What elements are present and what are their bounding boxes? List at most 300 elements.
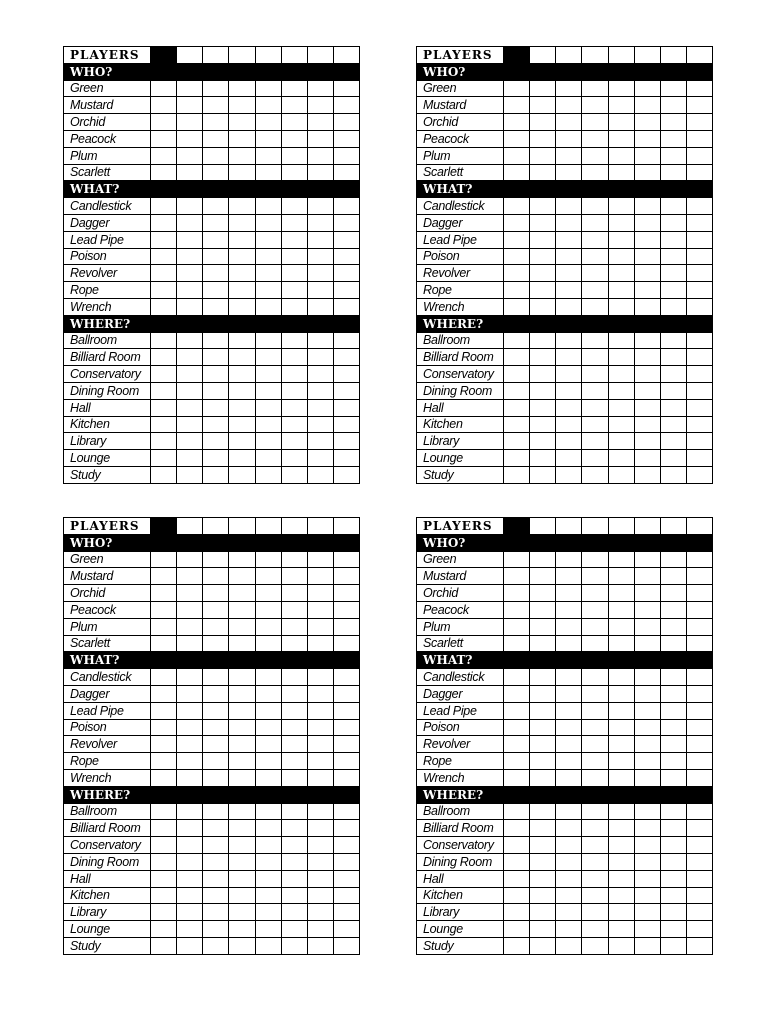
checkbox-cell[interactable] <box>582 921 608 938</box>
checkbox-cell[interactable] <box>556 130 582 147</box>
checkbox-cell[interactable] <box>530 736 556 753</box>
checkbox-cell[interactable] <box>151 904 177 921</box>
checkbox-cell[interactable] <box>608 114 634 131</box>
checkbox-cell[interactable] <box>686 685 712 702</box>
checkbox-cell[interactable] <box>307 416 333 433</box>
checkbox-cell[interactable] <box>307 164 333 181</box>
checkbox-cell[interactable] <box>530 97 556 114</box>
checkbox-cell[interactable] <box>203 719 229 736</box>
checkbox-cell[interactable] <box>582 669 608 686</box>
checkbox-cell[interactable] <box>556 382 582 399</box>
checkbox-cell[interactable] <box>151 870 177 887</box>
checkbox-cell[interactable] <box>307 736 333 753</box>
checkbox-cell[interactable] <box>203 904 229 921</box>
checkbox-cell[interactable] <box>229 366 255 383</box>
checkbox-cell[interactable] <box>203 97 229 114</box>
checkbox-cell[interactable] <box>686 702 712 719</box>
checkbox-cell[interactable] <box>255 669 281 686</box>
checkbox-cell[interactable] <box>177 416 203 433</box>
checkbox-cell[interactable] <box>556 887 582 904</box>
checkbox-cell[interactable] <box>530 669 556 686</box>
checkbox-cell[interactable] <box>608 635 634 652</box>
checkbox-cell[interactable] <box>229 937 255 954</box>
checkbox-cell[interactable] <box>151 685 177 702</box>
checkbox-cell[interactable] <box>530 147 556 164</box>
checkbox-cell[interactable] <box>686 349 712 366</box>
checkbox-cell[interactable] <box>229 80 255 97</box>
checkbox-cell[interactable] <box>203 870 229 887</box>
checkbox-cell[interactable] <box>229 332 255 349</box>
checkbox-cell[interactable] <box>686 585 712 602</box>
checkbox-cell[interactable] <box>333 769 359 786</box>
checkbox-cell[interactable] <box>608 719 634 736</box>
checkbox-cell[interactable] <box>229 904 255 921</box>
checkbox-cell[interactable] <box>203 736 229 753</box>
checkbox-cell[interactable] <box>151 753 177 770</box>
checkbox-cell[interactable] <box>608 820 634 837</box>
checkbox-cell[interactable] <box>177 97 203 114</box>
checkbox-cell[interactable] <box>229 702 255 719</box>
checkbox-cell[interactable] <box>660 433 686 450</box>
checkbox-cell[interactable] <box>333 214 359 231</box>
checkbox-cell[interactable] <box>281 904 307 921</box>
checkbox-cell[interactable] <box>255 618 281 635</box>
checkbox-cell[interactable] <box>281 248 307 265</box>
checkbox-cell[interactable] <box>686 719 712 736</box>
checkbox-cell[interactable] <box>582 382 608 399</box>
checkbox-cell[interactable] <box>556 80 582 97</box>
checkbox-cell[interactable] <box>660 853 686 870</box>
checkbox-cell[interactable] <box>151 114 177 131</box>
checkbox-cell[interactable] <box>634 904 660 921</box>
checkbox-cell[interactable] <box>634 853 660 870</box>
checkbox-cell[interactable] <box>582 904 608 921</box>
checkbox-cell[interactable] <box>608 214 634 231</box>
checkbox-cell[interactable] <box>556 585 582 602</box>
checkbox-cell[interactable] <box>307 349 333 366</box>
checkbox-cell[interactable] <box>255 702 281 719</box>
checkbox-cell[interactable] <box>504 450 530 467</box>
checkbox-cell[interactable] <box>203 265 229 282</box>
checkbox-cell[interactable] <box>333 164 359 181</box>
checkbox-cell[interactable] <box>333 937 359 954</box>
checkbox-cell[interactable] <box>333 265 359 282</box>
checkbox-cell[interactable] <box>582 399 608 416</box>
checkbox-cell[interactable] <box>686 164 712 181</box>
checkbox-cell[interactable] <box>634 366 660 383</box>
checkbox-cell[interactable] <box>229 601 255 618</box>
checkbox-cell[interactable] <box>608 282 634 299</box>
checkbox-cell[interactable] <box>333 685 359 702</box>
checkbox-cell[interactable] <box>307 635 333 652</box>
checkbox-cell[interactable] <box>333 870 359 887</box>
checkbox-cell[interactable] <box>608 231 634 248</box>
checkbox-cell[interactable] <box>504 837 530 854</box>
checkbox-cell[interactable] <box>686 466 712 483</box>
checkbox-cell[interactable] <box>530 937 556 954</box>
checkbox-cell[interactable] <box>281 719 307 736</box>
checkbox-cell[interactable] <box>634 298 660 315</box>
checkbox-cell[interactable] <box>203 282 229 299</box>
checkbox-cell[interactable] <box>203 568 229 585</box>
checkbox-cell[interactable] <box>229 853 255 870</box>
checkbox-cell[interactable] <box>255 349 281 366</box>
checkbox-cell[interactable] <box>686 231 712 248</box>
checkbox-cell[interactable] <box>333 904 359 921</box>
checkbox-cell[interactable] <box>504 635 530 652</box>
checkbox-cell[interactable] <box>333 399 359 416</box>
checkbox-cell[interactable] <box>556 433 582 450</box>
checkbox-cell[interactable] <box>255 887 281 904</box>
checkbox-cell[interactable] <box>504 685 530 702</box>
checkbox-cell[interactable] <box>582 416 608 433</box>
checkbox-cell[interactable] <box>255 803 281 820</box>
checkbox-cell[interactable] <box>151 214 177 231</box>
checkbox-cell[interactable] <box>582 870 608 887</box>
checkbox-cell[interactable] <box>333 803 359 820</box>
checkbox-cell[interactable] <box>504 753 530 770</box>
player-name-cell[interactable] <box>686 518 712 535</box>
player-name-cell[interactable] <box>686 47 712 64</box>
checkbox-cell[interactable] <box>504 803 530 820</box>
checkbox-cell[interactable] <box>504 248 530 265</box>
checkbox-cell[interactable] <box>634 551 660 568</box>
checkbox-cell[interactable] <box>582 585 608 602</box>
checkbox-cell[interactable] <box>255 685 281 702</box>
checkbox-cell[interactable] <box>229 736 255 753</box>
checkbox-cell[interactable] <box>307 618 333 635</box>
checkbox-cell[interactable] <box>530 585 556 602</box>
checkbox-cell[interactable] <box>177 736 203 753</box>
checkbox-cell[interactable] <box>255 719 281 736</box>
checkbox-cell[interactable] <box>281 366 307 383</box>
checkbox-cell[interactable] <box>582 349 608 366</box>
checkbox-cell[interactable] <box>556 837 582 854</box>
checkbox-cell[interactable] <box>556 198 582 215</box>
player-name-cell[interactable] <box>177 518 203 535</box>
checkbox-cell[interactable] <box>151 466 177 483</box>
checkbox-cell[interactable] <box>151 231 177 248</box>
checkbox-cell[interactable] <box>530 635 556 652</box>
checkbox-cell[interactable] <box>504 585 530 602</box>
checkbox-cell[interactable] <box>582 214 608 231</box>
checkbox-cell[interactable] <box>634 820 660 837</box>
checkbox-cell[interactable] <box>530 870 556 887</box>
checkbox-cell[interactable] <box>556 332 582 349</box>
checkbox-cell[interactable] <box>151 366 177 383</box>
checkbox-cell[interactable] <box>582 769 608 786</box>
checkbox-cell[interactable] <box>608 685 634 702</box>
checkbox-cell[interactable] <box>281 450 307 467</box>
checkbox-cell[interactable] <box>686 551 712 568</box>
checkbox-cell[interactable] <box>608 568 634 585</box>
checkbox-cell[interactable] <box>530 551 556 568</box>
checkbox-cell[interactable] <box>686 669 712 686</box>
checkbox-cell[interactable] <box>281 635 307 652</box>
checkbox-cell[interactable] <box>582 837 608 854</box>
checkbox-cell[interactable] <box>177 332 203 349</box>
checkbox-cell[interactable] <box>281 685 307 702</box>
checkbox-cell[interactable] <box>556 265 582 282</box>
checkbox-cell[interactable] <box>504 769 530 786</box>
checkbox-cell[interactable] <box>504 198 530 215</box>
checkbox-cell[interactable] <box>608 937 634 954</box>
checkbox-cell[interactable] <box>229 265 255 282</box>
checkbox-cell[interactable] <box>530 904 556 921</box>
checkbox-cell[interactable] <box>307 248 333 265</box>
checkbox-cell[interactable] <box>281 282 307 299</box>
checkbox-cell[interactable] <box>281 669 307 686</box>
checkbox-cell[interactable] <box>608 164 634 181</box>
checkbox-cell[interactable] <box>281 433 307 450</box>
checkbox-cell[interactable] <box>203 399 229 416</box>
checkbox-cell[interactable] <box>634 97 660 114</box>
checkbox-cell[interactable] <box>504 114 530 131</box>
checkbox-cell[interactable] <box>333 466 359 483</box>
checkbox-cell[interactable] <box>281 382 307 399</box>
checkbox-cell[interactable] <box>530 466 556 483</box>
checkbox-cell[interactable] <box>307 769 333 786</box>
checkbox-cell[interactable] <box>660 921 686 938</box>
checkbox-cell[interactable] <box>203 669 229 686</box>
player-name-cell[interactable] <box>333 518 359 535</box>
checkbox-cell[interactable] <box>229 685 255 702</box>
player-name-cell[interactable] <box>255 47 281 64</box>
player-name-cell[interactable] <box>608 47 634 64</box>
checkbox-cell[interactable] <box>556 853 582 870</box>
checkbox-cell[interactable] <box>686 820 712 837</box>
checkbox-cell[interactable] <box>660 702 686 719</box>
checkbox-cell[interactable] <box>229 837 255 854</box>
checkbox-cell[interactable] <box>686 635 712 652</box>
checkbox-cell[interactable] <box>333 147 359 164</box>
checkbox-cell[interactable] <box>281 736 307 753</box>
checkbox-cell[interactable] <box>307 198 333 215</box>
checkbox-cell[interactable] <box>504 130 530 147</box>
checkbox-cell[interactable] <box>255 870 281 887</box>
checkbox-cell[interactable] <box>307 298 333 315</box>
player-name-cell[interactable] <box>634 47 660 64</box>
checkbox-cell[interactable] <box>530 921 556 938</box>
checkbox-cell[interactable] <box>151 887 177 904</box>
checkbox-cell[interactable] <box>307 753 333 770</box>
checkbox-cell[interactable] <box>255 382 281 399</box>
checkbox-cell[interactable] <box>229 282 255 299</box>
checkbox-cell[interactable] <box>229 618 255 635</box>
checkbox-cell[interactable] <box>255 298 281 315</box>
checkbox-cell[interactable] <box>530 130 556 147</box>
checkbox-cell[interactable] <box>255 416 281 433</box>
checkbox-cell[interactable] <box>530 265 556 282</box>
checkbox-cell[interactable] <box>582 332 608 349</box>
checkbox-cell[interactable] <box>608 921 634 938</box>
checkbox-cell[interactable] <box>634 214 660 231</box>
checkbox-cell[interactable] <box>229 870 255 887</box>
checkbox-cell[interactable] <box>151 450 177 467</box>
checkbox-cell[interactable] <box>255 147 281 164</box>
checkbox-cell[interactable] <box>634 769 660 786</box>
checkbox-cell[interactable] <box>281 551 307 568</box>
checkbox-cell[interactable] <box>582 450 608 467</box>
checkbox-cell[interactable] <box>151 601 177 618</box>
checkbox-cell[interactable] <box>530 382 556 399</box>
checkbox-cell[interactable] <box>634 164 660 181</box>
checkbox-cell[interactable] <box>530 433 556 450</box>
checkbox-cell[interactable] <box>556 870 582 887</box>
checkbox-cell[interactable] <box>281 618 307 635</box>
checkbox-cell[interactable] <box>307 214 333 231</box>
checkbox-cell[interactable] <box>556 702 582 719</box>
checkbox-cell[interactable] <box>660 685 686 702</box>
checkbox-cell[interactable] <box>151 399 177 416</box>
checkbox-cell[interactable] <box>151 298 177 315</box>
checkbox-cell[interactable] <box>660 820 686 837</box>
checkbox-cell[interactable] <box>556 601 582 618</box>
checkbox-cell[interactable] <box>504 870 530 887</box>
checkbox-cell[interactable] <box>608 433 634 450</box>
checkbox-cell[interactable] <box>203 366 229 383</box>
checkbox-cell[interactable] <box>686 853 712 870</box>
checkbox-cell[interactable] <box>333 568 359 585</box>
checkbox-cell[interactable] <box>203 450 229 467</box>
checkbox-cell[interactable] <box>530 769 556 786</box>
checkbox-cell[interactable] <box>333 130 359 147</box>
checkbox-cell[interactable] <box>229 635 255 652</box>
checkbox-cell[interactable] <box>177 466 203 483</box>
checkbox-cell[interactable] <box>530 399 556 416</box>
checkbox-cell[interactable] <box>686 248 712 265</box>
checkbox-cell[interactable] <box>608 130 634 147</box>
checkbox-cell[interactable] <box>307 702 333 719</box>
checkbox-cell[interactable] <box>177 904 203 921</box>
checkbox-cell[interactable] <box>255 568 281 585</box>
checkbox-cell[interactable] <box>203 887 229 904</box>
player-name-cell[interactable] <box>634 518 660 535</box>
checkbox-cell[interactable] <box>504 921 530 938</box>
player-name-cell[interactable] <box>203 518 229 535</box>
checkbox-cell[interactable] <box>333 719 359 736</box>
checkbox-cell[interactable] <box>660 382 686 399</box>
player-name-cell[interactable] <box>229 518 255 535</box>
checkbox-cell[interactable] <box>556 669 582 686</box>
checkbox-cell[interactable] <box>608 887 634 904</box>
checkbox-cell[interactable] <box>229 585 255 602</box>
checkbox-cell[interactable] <box>582 265 608 282</box>
checkbox-cell[interactable] <box>177 298 203 315</box>
checkbox-cell[interactable] <box>333 585 359 602</box>
checkbox-cell[interactable] <box>333 382 359 399</box>
checkbox-cell[interactable] <box>608 702 634 719</box>
checkbox-cell[interactable] <box>660 837 686 854</box>
checkbox-cell[interactable] <box>608 837 634 854</box>
checkbox-cell[interactable] <box>151 416 177 433</box>
checkbox-cell[interactable] <box>151 433 177 450</box>
checkbox-cell[interactable] <box>229 669 255 686</box>
checkbox-cell[interactable] <box>582 719 608 736</box>
checkbox-cell[interactable] <box>582 702 608 719</box>
checkbox-cell[interactable] <box>686 769 712 786</box>
checkbox-cell[interactable] <box>177 601 203 618</box>
checkbox-cell[interactable] <box>281 231 307 248</box>
checkbox-cell[interactable] <box>634 130 660 147</box>
checkbox-cell[interactable] <box>634 568 660 585</box>
checkbox-cell[interactable] <box>255 366 281 383</box>
checkbox-cell[interactable] <box>686 382 712 399</box>
player-name-cell[interactable] <box>530 518 556 535</box>
checkbox-cell[interactable] <box>307 585 333 602</box>
checkbox-cell[interactable] <box>177 803 203 820</box>
checkbox-cell[interactable] <box>307 265 333 282</box>
checkbox-cell[interactable] <box>229 147 255 164</box>
checkbox-cell[interactable] <box>307 937 333 954</box>
checkbox-cell[interactable] <box>634 349 660 366</box>
checkbox-cell[interactable] <box>333 601 359 618</box>
checkbox-cell[interactable] <box>151 130 177 147</box>
checkbox-cell[interactable] <box>504 551 530 568</box>
checkbox-cell[interactable] <box>634 937 660 954</box>
checkbox-cell[interactable] <box>660 231 686 248</box>
checkbox-cell[interactable] <box>660 803 686 820</box>
checkbox-cell[interactable] <box>686 601 712 618</box>
checkbox-cell[interactable] <box>634 635 660 652</box>
player-name-cell[interactable] <box>307 47 333 64</box>
checkbox-cell[interactable] <box>504 719 530 736</box>
checkbox-cell[interactable] <box>307 399 333 416</box>
checkbox-cell[interactable] <box>634 433 660 450</box>
checkbox-cell[interactable] <box>255 551 281 568</box>
checkbox-cell[interactable] <box>307 551 333 568</box>
checkbox-cell[interactable] <box>255 248 281 265</box>
checkbox-cell[interactable] <box>582 282 608 299</box>
checkbox-cell[interactable] <box>660 769 686 786</box>
checkbox-cell[interactable] <box>686 97 712 114</box>
checkbox-cell[interactable] <box>504 214 530 231</box>
checkbox-cell[interactable] <box>660 753 686 770</box>
checkbox-cell[interactable] <box>634 585 660 602</box>
checkbox-cell[interactable] <box>582 887 608 904</box>
checkbox-cell[interactable] <box>634 887 660 904</box>
checkbox-cell[interactable] <box>608 382 634 399</box>
checkbox-cell[interactable] <box>255 937 281 954</box>
checkbox-cell[interactable] <box>281 164 307 181</box>
checkbox-cell[interactable] <box>307 870 333 887</box>
checkbox-cell[interactable] <box>203 618 229 635</box>
checkbox-cell[interactable] <box>281 349 307 366</box>
checkbox-cell[interactable] <box>608 601 634 618</box>
checkbox-cell[interactable] <box>281 416 307 433</box>
checkbox-cell[interactable] <box>504 231 530 248</box>
checkbox-cell[interactable] <box>229 568 255 585</box>
checkbox-cell[interactable] <box>203 921 229 938</box>
checkbox-cell[interactable] <box>556 820 582 837</box>
checkbox-cell[interactable] <box>177 702 203 719</box>
checkbox-cell[interactable] <box>203 433 229 450</box>
checkbox-cell[interactable] <box>582 366 608 383</box>
checkbox-cell[interactable] <box>307 366 333 383</box>
checkbox-cell[interactable] <box>504 97 530 114</box>
checkbox-cell[interactable] <box>686 332 712 349</box>
checkbox-cell[interactable] <box>660 719 686 736</box>
checkbox-cell[interactable] <box>556 231 582 248</box>
checkbox-cell[interactable] <box>530 853 556 870</box>
checkbox-cell[interactable] <box>177 198 203 215</box>
checkbox-cell[interactable] <box>686 904 712 921</box>
checkbox-cell[interactable] <box>686 282 712 299</box>
checkbox-cell[interactable] <box>686 198 712 215</box>
player-name-cell[interactable] <box>556 47 582 64</box>
checkbox-cell[interactable] <box>203 753 229 770</box>
checkbox-cell[interactable] <box>177 837 203 854</box>
